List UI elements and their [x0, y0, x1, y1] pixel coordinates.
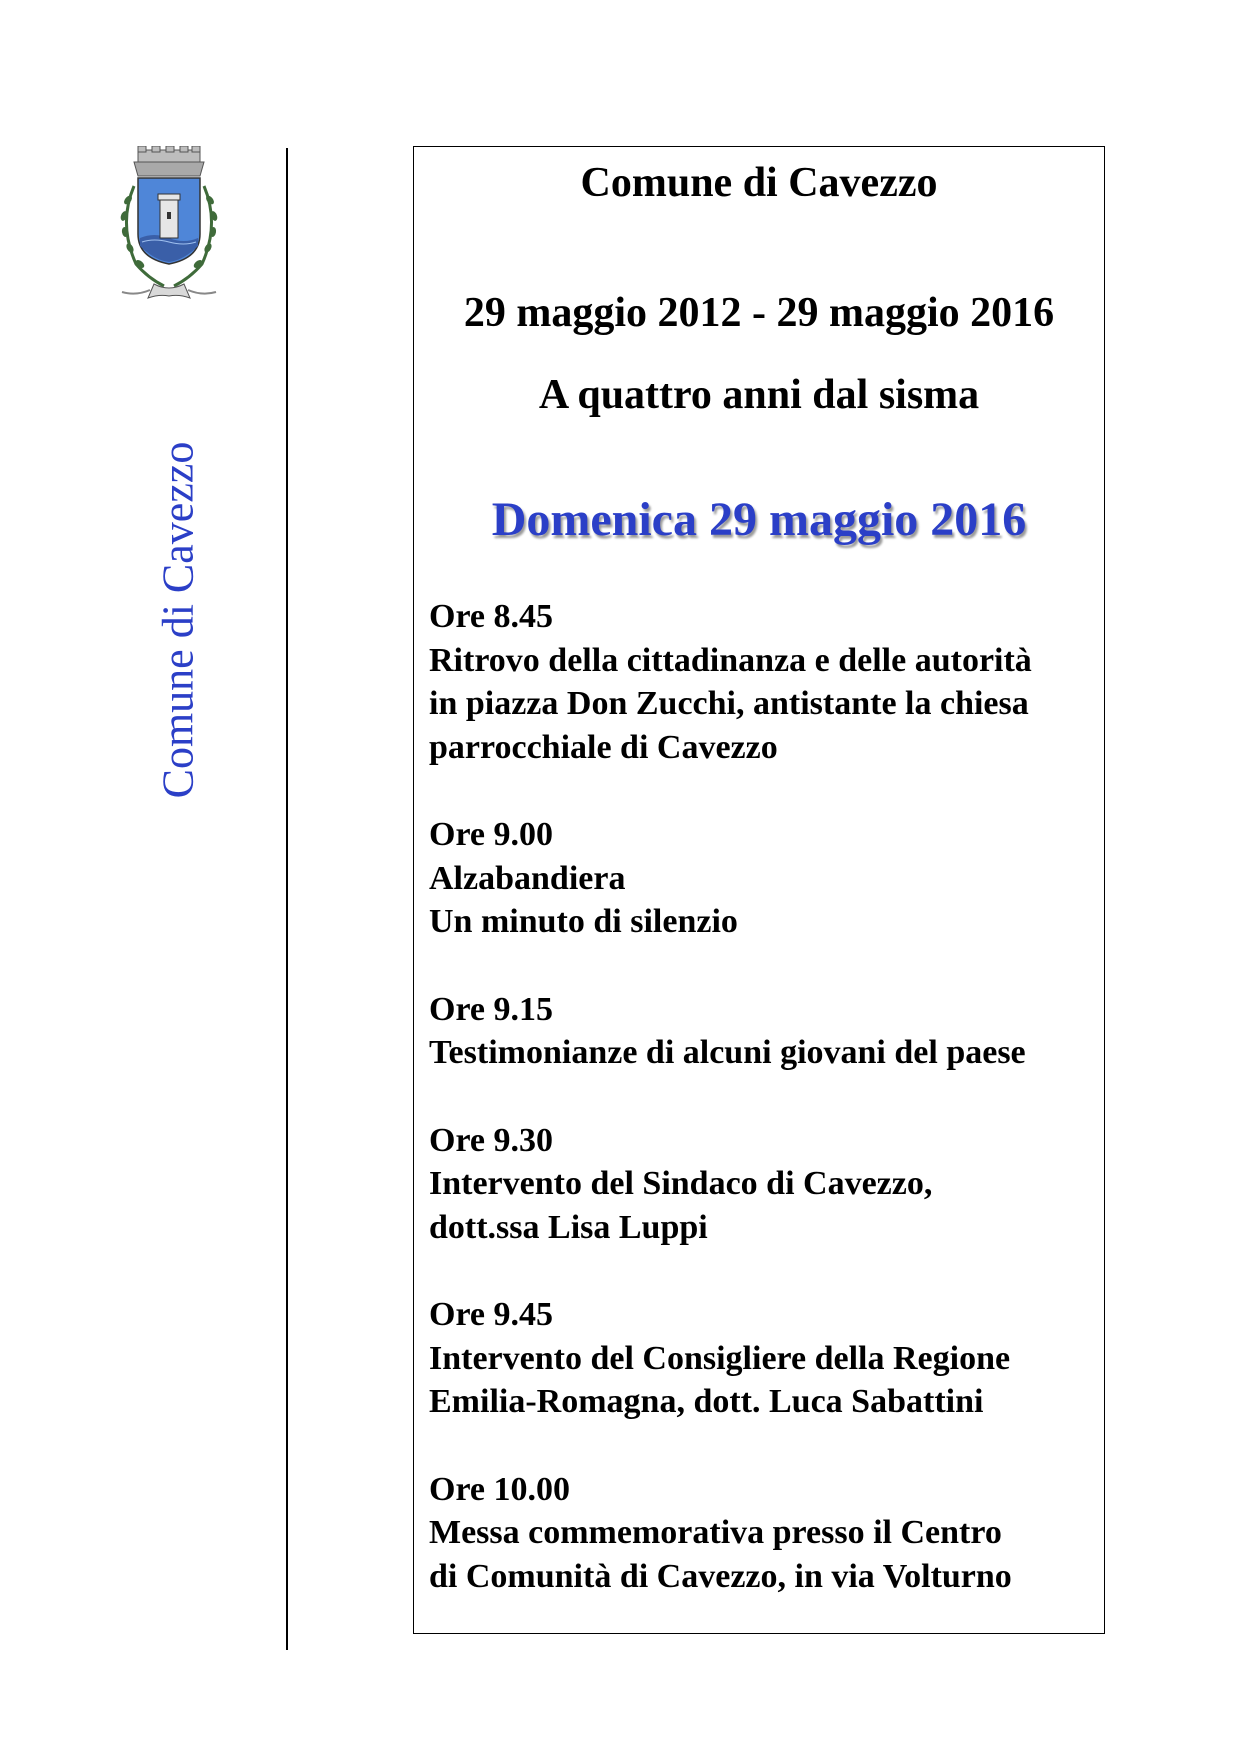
- schedule-description-line: Messa commemorativa presso il Centro: [429, 1514, 1002, 1551]
- schedule-description-line: dott.ssa Lisa Luppi: [429, 1208, 708, 1246]
- anniversary-dates: 29 maggio 2012 - 29 maggio 2016: [463, 290, 1055, 336]
- schedule-time: Ore 10.00: [429, 1470, 571, 1508]
- schedule-time: Ore 9.00: [429, 816, 554, 853]
- schedule-description-line: Un minuto di silenzio: [429, 903, 738, 940]
- schedule-item: [429, 988, 1099, 1075]
- schedule-time: Ore 9.30: [429, 1121, 554, 1159]
- schedule-time: Ore 9.15: [429, 990, 554, 1028]
- event-day: Domenica 29 maggio 2016: [491, 493, 1027, 546]
- schedule-description-line: di Comunità di Cavezzo, in via Volturno: [429, 1557, 1012, 1595]
- schedule-item: [429, 1119, 1099, 1250]
- schedule-description-line: Testimonianze di alcuni giovani del paese: [429, 1034, 1026, 1071]
- schedule-description-line: Intervento del Sindaco di Cavezzo,: [429, 1165, 933, 1202]
- schedule-description-line: in piazza Don Zucchi, antistante la chiesa: [429, 685, 1029, 722]
- vertical-municipality-title: Comune di Cavezzo: [153, 441, 203, 799]
- box-heading: Comune di Cavezzo: [580, 160, 938, 206]
- schedule-time: Ore 8.45: [429, 598, 554, 635]
- schedule-item: [429, 1293, 1099, 1424]
- municipal-crest-icon: [114, 146, 224, 302]
- schedule-description-line: Intervento del Consigliere della Regione: [429, 1339, 1011, 1377]
- schedule-list: [429, 595, 1099, 1598]
- schedule-description-line: parrocchiale di Cavezzo: [429, 728, 778, 766]
- vertical-divider: [286, 148, 288, 1650]
- program-box: [413, 146, 1105, 1634]
- schedule-description-line: Ritrovo della cittadinanza e delle autorità: [429, 641, 1032, 679]
- schedule-time: Ore 9.45: [429, 1296, 554, 1333]
- schedule-description-line: Emilia-Romagna, dott. Luca Sabattini: [429, 1383, 984, 1420]
- schedule-item: [429, 595, 1099, 769]
- schedule-description-line: Alzabandiera: [429, 859, 626, 897]
- schedule-item: [429, 813, 1099, 944]
- schedule-item: [429, 1468, 1099, 1599]
- anniversary-subtitle: A quattro anni dal sisma: [538, 372, 980, 418]
